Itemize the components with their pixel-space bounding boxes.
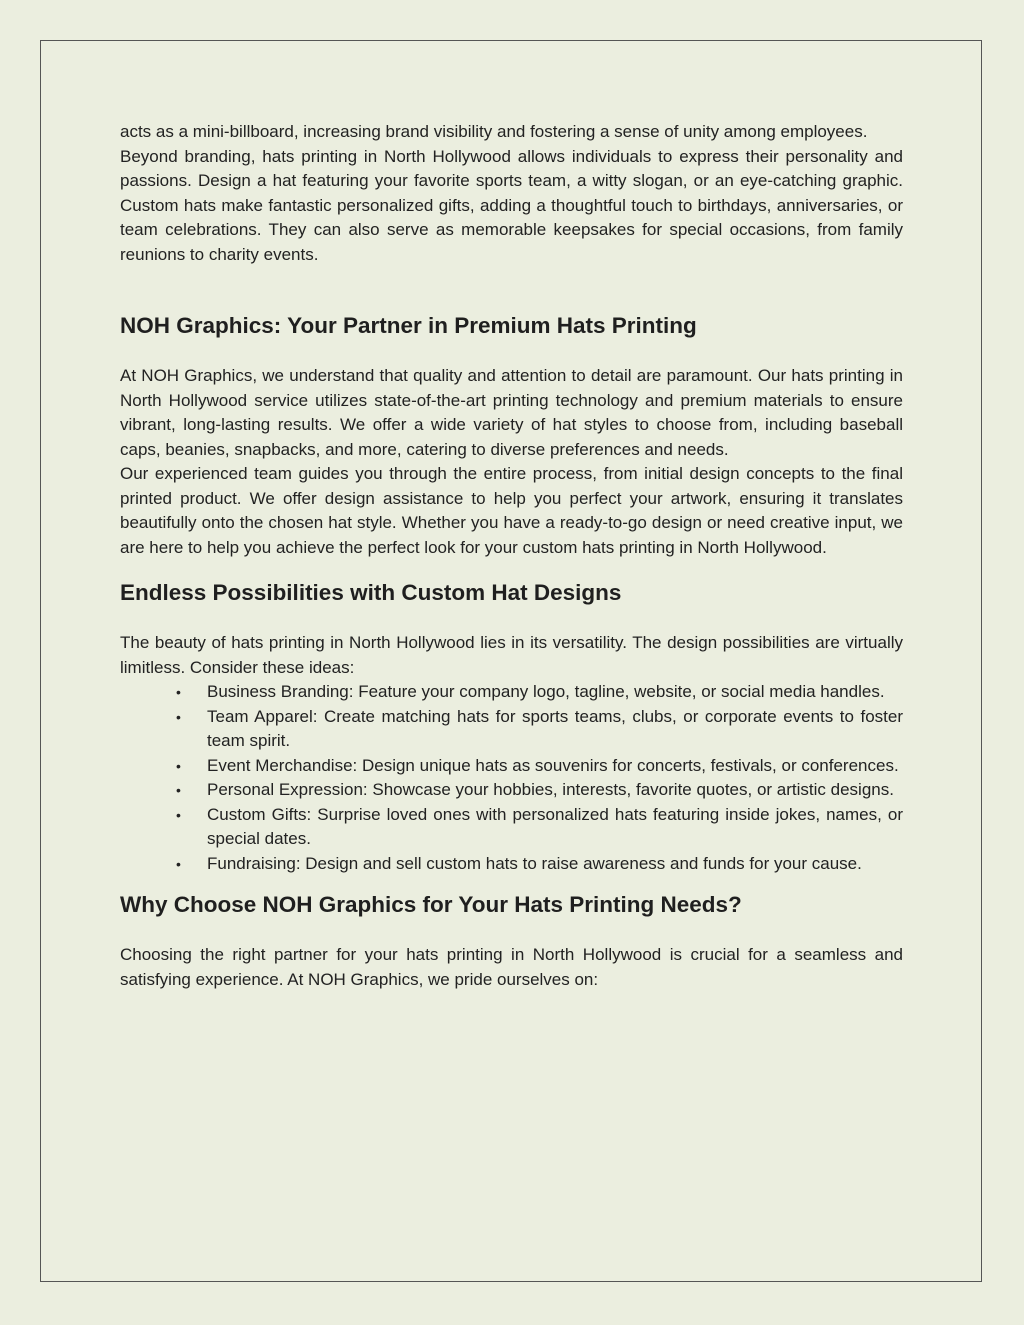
- bullet-icon: •: [176, 855, 181, 872]
- heading-partner: NOH Graphics: Your Partner in Premium Hats Printing: [120, 313, 697, 338]
- bullet-icon: •: [176, 708, 181, 725]
- intro-paragraph-2: Beyond branding, hats printing in North Hollywood allows individuals to express their personality and passions. Design a hat featuring your favorite sports team, a witty slogan, or an eye-catching graphic. Custom hats make fantastic personalized gifts, adding a thoughtful touch to birthdays, anniversaries, or team celebrations. They can also serve as memorable keepsakes for special occasions, from family reunions to charity events.: [120, 146, 903, 264]
- document-content: [120, 120, 903, 992]
- bullet-icon: •: [176, 684, 181, 700]
- bullet-icon: •: [176, 757, 181, 774]
- bullet-icon: •: [176, 806, 181, 823]
- possibilities-paragraph: The beauty of hats printing in North Hollywood lies in its versatility. The design possibilities are virtually limitless. Consider these ideas:: [120, 633, 903, 677]
- partner-paragraph-2: Our experienced team guides you through the entire process, from initial design concepts to the final printed product. We offer design assistance to help you perfect your artwork, ensuring it translates beautifully onto the chosen hat style. Whether you have a ready-to-go design or need creative input, we are here to help you achieve the perfect look for your custom hats printing in North Hollywood.: [120, 464, 903, 557]
- list-item-text: Custom Gifts: Surprise loved ones with personalized hats featuring inside jokes, names, or special dates.: [207, 804, 903, 848]
- list-item-text: Business Branding: Feature your company logo, tagline, website, or social media handles.: [207, 682, 885, 701]
- spacer: [120, 876, 903, 890]
- list-item-text: Personal Expression: Showcase your hobbies, interests, favorite quotes, or artistic designs.: [207, 780, 894, 799]
- bullet-icon: •: [176, 782, 181, 798]
- intro-paragraph-1: acts as a mini-billboard, increasing brand visibility and fostering a sense of unity among employees.: [120, 122, 868, 141]
- list-item: [176, 778, 903, 803]
- list-item-text: Team Apparel: Create matching hats for sports teams, clubs, or corporate events to foster team spirit.: [207, 706, 903, 750]
- spacer: [120, 267, 903, 311]
- ideas-list: [120, 680, 903, 876]
- heading-why: Why Choose NOH Graphics for Your Hats Printing Needs?: [120, 892, 742, 917]
- heading-possibilities: Endless Possibilities with Custom Hat Designs: [120, 580, 622, 605]
- list-item-text: Event Merchandise: Design unique hats as souvenirs for concerts, festivals, or conferences.: [207, 755, 899, 775]
- why-paragraph: Choosing the right partner for your hats printing in North Hollywood is crucial for a seamless and satisfying experience. At NOH Graphics, we pride ourselves on:: [120, 945, 903, 989]
- list-item: [176, 680, 903, 705]
- list-item: [176, 803, 903, 852]
- spacer: [120, 560, 903, 578]
- spacer: [120, 920, 903, 943]
- list-item: [176, 754, 903, 779]
- spacer: [120, 341, 903, 364]
- list-item: [176, 852, 903, 877]
- partner-paragraph-1: At NOH Graphics, we understand that quality and attention to detail are paramount. Our hats printing in North Hollywood service utilizes state-of-the-art printing technology and premium materials to ensure vibrant, long-lasting results. We offer a wide variety of hat styles to choose from, including baseball caps, beanies, snapbacks, and more, catering to diverse preferences and needs.: [120, 366, 903, 459]
- list-item-text: Fundraising: Design and sell custom hats to raise awareness and funds for your cause.: [207, 853, 862, 873]
- list-item: [176, 705, 903, 754]
- spacer: [120, 608, 903, 631]
